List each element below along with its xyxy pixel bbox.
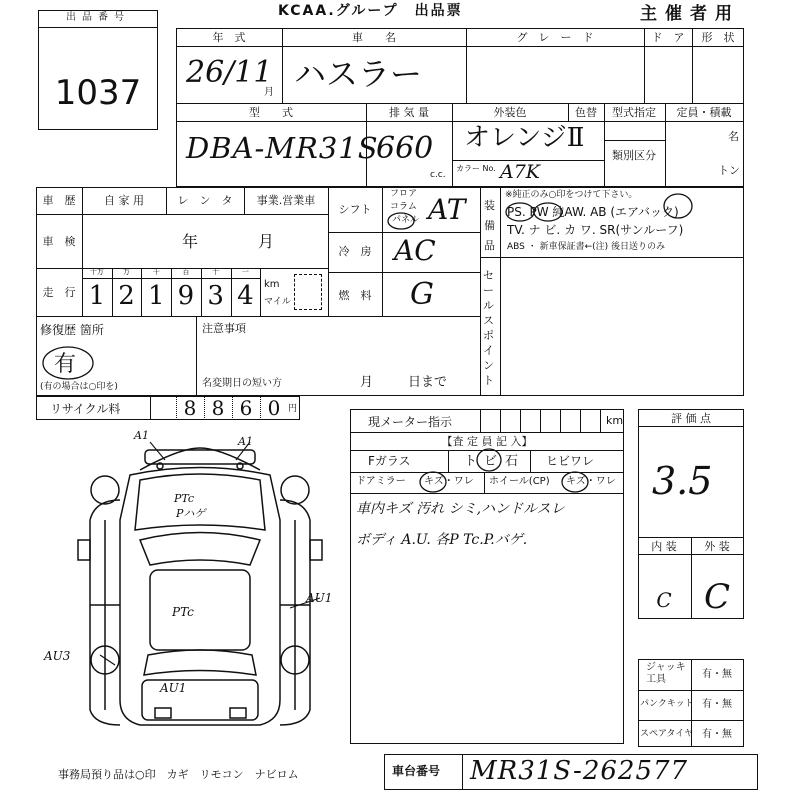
inspector-comment-2: ボディ A.U. 各P Tc.P.バゲ. [356, 532, 528, 548]
notes-label: 注意事項 [202, 322, 246, 335]
glass-label: Fガラス [368, 454, 411, 468]
name-label: 車 名 [352, 31, 396, 44]
shift-opt-floor: フロア [390, 189, 418, 199]
lot-number-value: 1037 [54, 73, 142, 113]
recycle-digit: 6 [239, 396, 253, 420]
wheel-opt: キズ・ワレ [566, 476, 616, 487]
exterior-color-label: 外装色 [493, 106, 527, 119]
capacity-unit-tons: トン [718, 164, 740, 177]
inspector-comment-1: 車内キズ 汚れ シミ,ハンドルスレ [356, 501, 565, 517]
class-label: 類別区分 [612, 149, 656, 162]
inspector-heading: 【査 定 員 記 入】 [441, 435, 533, 448]
spare-value: 有・無 [702, 729, 732, 740]
mirror-label: ドアミラー [356, 476, 406, 487]
inspection-label: 車 検 [42, 235, 76, 248]
history-label: 車 歴 [42, 194, 76, 207]
inspection-year-unit: 年 [182, 232, 199, 251]
repair-label: 修復歴 箇所 [40, 323, 104, 337]
exterior-label: 外 装 [704, 540, 730, 553]
history-opt-rental: レ ン タ [177, 194, 233, 207]
equipment-note: ※純正のみ○印をつけて下さい。 [505, 190, 638, 200]
color-number-label: カラー No. [456, 164, 496, 173]
history-opt-private: 自 家 用 [104, 194, 144, 207]
glass-opt-to: ト [464, 454, 478, 469]
displacement-label: 排 気 量 [389, 106, 429, 119]
damage-mark-right: AU1 [306, 591, 333, 605]
damage-mark-a1-right: A1 [238, 435, 253, 448]
mileage-digit-header: 千 [152, 268, 160, 276]
ac-label: 冷 房 [338, 245, 372, 258]
equipment-line2: TV. ナ ビ. カ ワ. SR(サンルーフ) [507, 223, 684, 237]
mileage-digit-header: 一 [241, 268, 249, 276]
wheel-circle [560, 470, 590, 494]
meter-unit: km [606, 414, 624, 427]
puncture-label: パンクキット [640, 699, 694, 709]
car-name-value: ハスラー [294, 55, 423, 93]
wheel-label: ホイール(CP) [489, 476, 550, 487]
expiry-day: 日まで [408, 375, 448, 390]
mileage-km-unit: km [264, 279, 280, 290]
interior-label: 内 装 [651, 540, 677, 553]
mirror-circle [418, 470, 448, 494]
model-label: 型 式 [249, 106, 293, 119]
lot-number-label: 出品番号 [66, 12, 130, 23]
interior-value: C [656, 588, 672, 612]
fuel-label: 燃 料 [338, 289, 372, 302]
recycle-unit: 円 [288, 404, 298, 414]
jack-label: ジャッキ 工具 [646, 662, 686, 685]
recycle-label: リサイクル料 [50, 402, 121, 416]
office-note: 事務局預り品は○印 カギ リモコン ナビロム [58, 768, 299, 781]
capacity-unit-persons: 名 [728, 130, 739, 143]
repair-value: 有 [54, 352, 77, 377]
shift-value: AT [428, 193, 466, 226]
equipment-line1: PS. PW 純AW. AB (エアバック) [507, 205, 679, 219]
car-diagram [60, 430, 360, 740]
glass-circle [474, 447, 504, 473]
color-change-label: 色替 [575, 106, 597, 119]
mileage-digit-header: 百 [182, 268, 190, 276]
chassis-value: MR31S-262577 [470, 756, 689, 786]
organizer-label: 主催者用 [640, 4, 740, 24]
year-month-unit: 月 [264, 87, 274, 98]
recycle-digit: 8 [211, 396, 225, 420]
mileage-digit: 4 [237, 281, 254, 311]
body-type-label: 形 状 [701, 31, 735, 44]
damage-mark-hood2: Pハゲ [176, 507, 206, 520]
shift-opt-panel: パネル [392, 215, 420, 225]
damage-mark-left: AU3 [44, 649, 71, 663]
expiry-month: 月 [360, 375, 374, 390]
equipment-line3: ABS ・ 新車保証書←(注) 後日送りのみ [507, 242, 666, 252]
displacement-value: 660 [376, 131, 434, 166]
mileage-digit-header: 十 [212, 268, 220, 276]
glass-opt-bi: ビ [484, 454, 498, 469]
shift-label: シフト [338, 203, 372, 216]
recycle-digit: 0 [267, 396, 281, 420]
fuel-value: G [410, 277, 434, 312]
capacity-label: 定員・積載 [676, 106, 732, 119]
repair-note: (有の場合は○印を) [40, 382, 118, 392]
group-title: KCAA.グループ 出品票 [278, 3, 463, 19]
damage-mark-hood1: PTc [174, 492, 195, 505]
recycle-digit: 8 [183, 396, 197, 420]
score-value: 3.5 [652, 459, 713, 503]
shift-opt-column: コラム [390, 202, 417, 212]
ac-value: AC [394, 234, 436, 267]
mirror-opt: キズ・ワレ [424, 476, 474, 487]
type-spec-label: 型式指定 [612, 106, 656, 119]
mileage-digit: 1 [88, 281, 106, 311]
puncture-value: 有・無 [702, 699, 732, 710]
mileage-digit: 3 [207, 281, 224, 311]
inspection-month-unit: 月 [258, 232, 275, 251]
damage-mark-rear: AU1 [160, 681, 187, 695]
exterior-value: C [703, 577, 731, 617]
mileage-label: 走 行 [42, 286, 76, 299]
damage-mark-roof: PTc [172, 605, 194, 619]
color-number-value: A7K [500, 161, 541, 183]
model-code-value: DBA-MR31S [186, 131, 379, 165]
equipment-side-label: 装 備 品 [484, 199, 495, 252]
grade-label: グ レ ー ド [516, 31, 594, 44]
doors-label: ド ア [651, 31, 685, 44]
cc-unit: c.c. [430, 170, 446, 180]
score-label: 評 価 点 [671, 412, 711, 425]
mileage-digit-header: 万 [123, 268, 131, 276]
color-value: オレンジⅡ [464, 123, 585, 153]
mileage-digit: 9 [177, 281, 195, 311]
mileage-digit: 2 [118, 281, 135, 311]
expiry-label: 名変期日の短い方 [202, 378, 282, 389]
glass-opt-stone: 石 [505, 454, 519, 469]
year-value: 26/11 [186, 55, 273, 90]
crack-label: ヒビワレ [546, 454, 595, 468]
repair-circle [40, 343, 100, 383]
meter-label: 現メーター指示 [368, 415, 453, 429]
chassis-label: 車台番号 [392, 764, 441, 778]
mileage-digit: 1 [147, 281, 165, 311]
history-opt-business: 事業.営業車 [256, 194, 316, 207]
spare-label: スペアタイヤ [640, 729, 694, 739]
mileage-digit-header: 十万 [89, 268, 104, 276]
mileage-mile-unit: マイル [264, 297, 291, 307]
sales-point-label: セールスポイント [483, 269, 494, 387]
jack-value: 有・無 [702, 669, 732, 680]
damage-mark-a1-left: A1 [134, 429, 149, 442]
year-label: 年 式 [212, 31, 246, 44]
